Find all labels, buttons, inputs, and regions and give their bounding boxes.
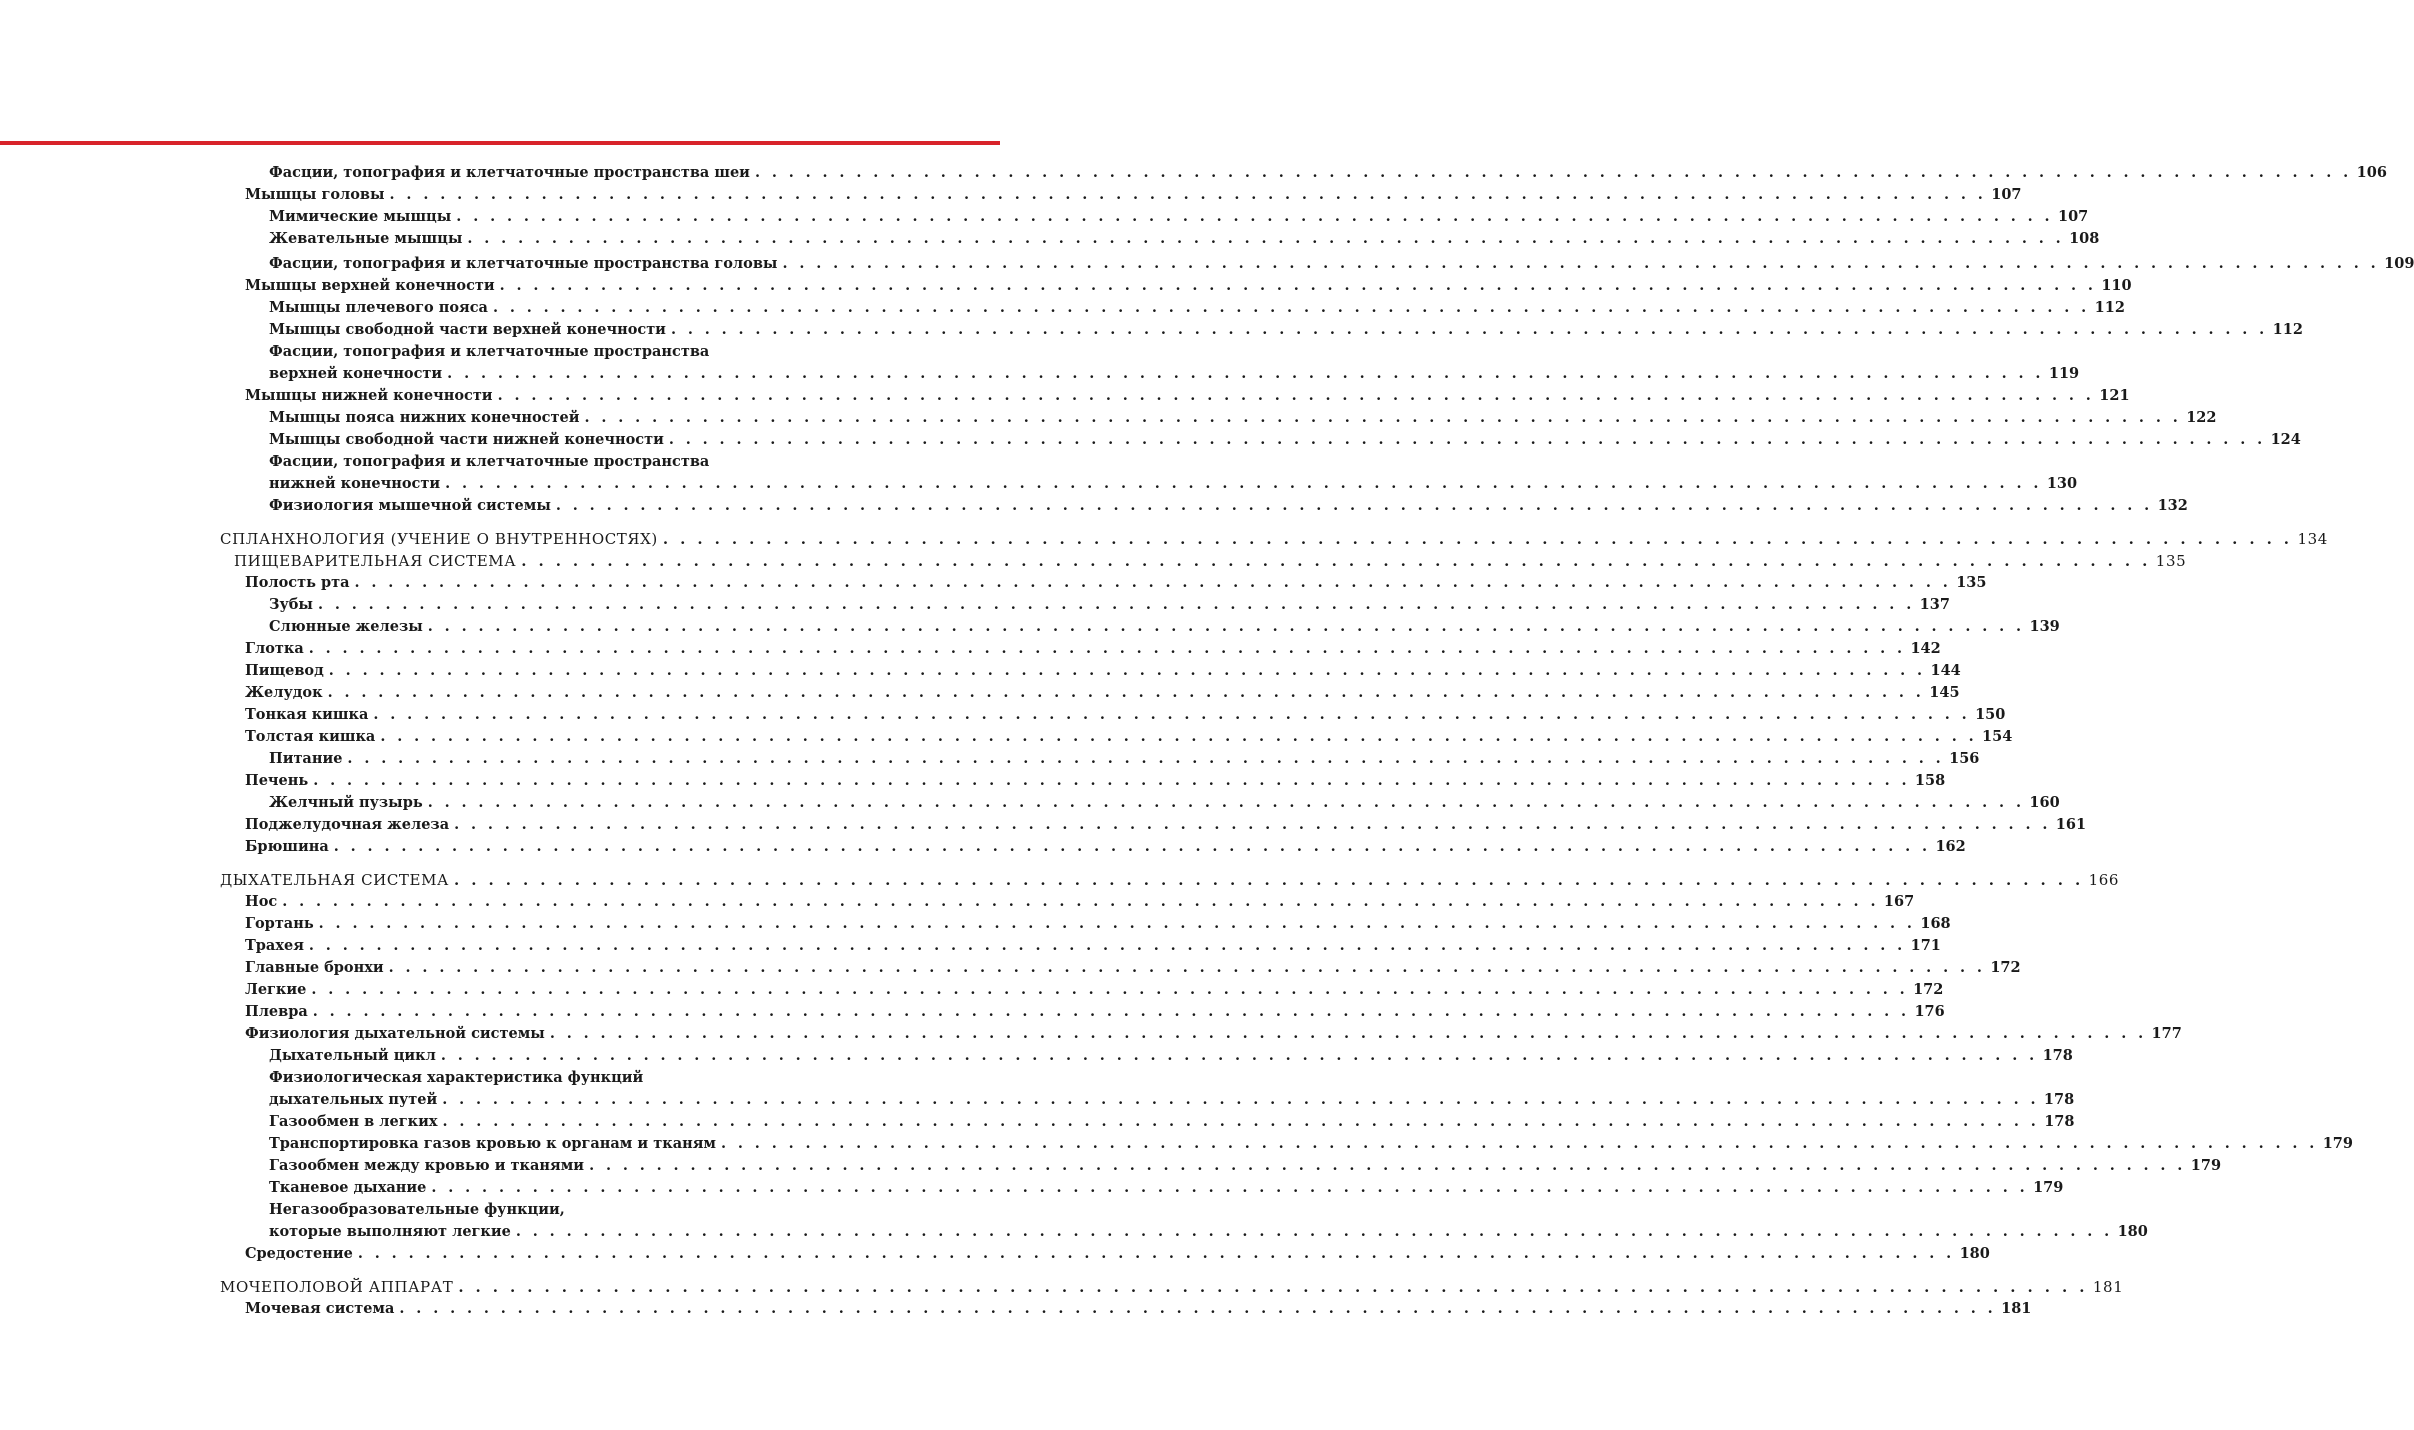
leader-dots: . . . . . . . . . . . . . . . . . . . . . . . . . . . . . . . . . . . . . . . . . . . . . . . . . . . . . . . . . . . . . . . . . . . . . . . . . . . . . . . . . . . . . . . . . . . . . . .	[492, 299, 2090, 316]
leader-dots: . . . . . . . . . . . . . . . . . . . . . . . . . . . . . . . . . . . . . . . . . . . . . . . . . . . . . . . . . . . . . . . . . . . . . . . . . . . . . . . . . . . . . . . . . . . . . . .	[389, 186, 1987, 203]
toc-entry[interactable]: Транспортировка газов кровью к органам и тканям . . . . . . . . . . . . . . . . . . . . . . . . . . . . . . . . . . . . . . . . . . . . . . . . . . . . . . . . . . . . . . . . . . . . . . . . . . . . . . . . . . . . . . . . . . . . . . . 179	[220, 1133, 822, 1155]
page-number: 180	[1959, 1245, 1990, 1262]
leader-dots: . . . . . . . . . . . . . . . . . . . . . . . . . . . . . . . . . . . . . . . . . . . . . . . . . . . . . . . . . . . . . . . . . . . . . . . . . . . . . . . . . . . . . . . . . . . . . . .	[515, 1223, 2113, 1240]
toc-entry[interactable]: Мимические мышцы . . . . . . . . . . . . . . . . . . . . . . . . . . . . . . . . . . . . . . . . . . . . . . . . . . . . . . . . . . . . . . . . . . . . . . . . . . . . . . . . . . . . . . . . . . . . . . . 107	[220, 206, 822, 228]
leader-dots: . . . . . . . . . . . . . . . . . . . . . . . . . . . . . . . . . . . . . . . . . . . . . . . . . . . . . . . . . . . . . . . . . . . . . . . . . . . . . . . . . . . . . . . . . . . . . . .	[454, 871, 2084, 889]
leader-dots: . . . . . . . . . . . . . . . . . . . . . . . . . . . . . . . . . . . . . . . . . . . . . . . . . . . . . . . . . . . . . . . . . . . . . . . . . . . . . . . . . . . . . . . . . . . . . . .	[427, 618, 2025, 635]
page-number: 150	[1975, 706, 2006, 723]
leader-dots: . . . . . . . . . . . . . . . . . . . . . . . . . . . . . . . . . . . . . . . . . . . . . . . . . . . . . . . . . . . . . . . . . . . . . . . . . . . . . . . . . . . . . . . . . . . . . . .	[782, 255, 2380, 272]
page-number: 106	[2356, 164, 2387, 181]
toc-entry[interactable]: Брюшина . . . . . . . . . . . . . . . . . . . . . . . . . . . . . . . . . . . . . . . . . . . . . . . . . . . . . . . . . . . . . . . . . . . . . . . . . . . . . . . . . . . . . . . . . . . . . . . 162	[220, 836, 822, 858]
table-of-contents	[220, 162, 2414, 1320]
toc-entry[interactable]: Желудок . . . . . . . . . . . . . . . . . . . . . . . . . . . . . . . . . . . . . . . . . . . . . . . . . . . . . . . . . . . . . . . . . . . . . . . . . . . . . . . . . . . . . . . . . . . . . . . 145	[220, 682, 822, 704]
toc-entry[interactable]: Мышцы головы . . . . . . . . . . . . . . . . . . . . . . . . . . . . . . . . . . . . . . . . . . . . . . . . . . . . . . . . . . . . . . . . . . . . . . . . . . . . . . . . . . . . . . . . . . . . . . . 107	[220, 184, 822, 206]
page-number: 172	[1913, 981, 1944, 998]
page-number: 179	[2190, 1157, 2222, 1174]
page-number: 135	[2155, 552, 2187, 570]
page-number: 121	[2099, 387, 2130, 404]
page-number: 180	[2117, 1223, 2148, 1240]
leader-dots: . . . . . . . . . . . . . . . . . . . . . . . . . . . . . . . . . . . . . . . . . . . . . . . . . . . . . . . . . . . . . . . . . . . . . . . . . . . . . . . . . . . . . . . . . . . . . . .	[431, 1179, 2029, 1196]
leader-dots: . . . . . . . . . . . . . . . . . . . . . . . . . . . . . . . . . . . . . . . . . . . . . . . . . . . . . . . . . . . . . . . . . . . . . . . . . . . . . . . . . . . . . . . . . . . . . . .	[440, 1047, 2038, 1064]
leader-dots: . . . . . . . . . . . . . . . . . . . . . . . . . . . . . . . . . . . . . . . . . . . . . . . . . . . . . . . . . . . . . . . . . . . . . . . . . . . . . . . . . . . . . . . . . . . . . . .	[447, 365, 2044, 382]
leader-dots: . . . . . . . . . . . . . . . . . . . . . . . . . . . . . . . . . . . . . . . . . . . . . . . . . . . . . . . . . . . . . . . . . . . . . . . . . . . . . . . . . . . . . . . . . . . . . . .	[373, 706, 1971, 723]
toc-entry[interactable]: Газообмен между кровью и тканями . . . . . . . . . . . . . . . . . . . . . . . . . . . . . . . . . . . . . . . . . . . . . . . . . . . . . . . . . . . . . . . . . . . . . . . . . . . . . . . . . . . . . . . . . . . . . . . 179	[220, 1155, 822, 1177]
leader-dots: . . . . . . . . . . . . . . . . . . . . . . . . . . . . . . . . . . . . . . . . . . . . . . . . . . . . . . . . . . . . . . . . . . . . . . . . . . . . . . . . . . . . . . . . . . . . . . .	[354, 574, 1952, 591]
toc-entry[interactable]: Жевательные мышцы . . . . . . . . . . . . . . . . . . . . . . . . . . . . . . . . . . . . . . . . . . . . . . . . . . . . . . . . . . . . . . . . . . . . . . . . . . . . . . . . . . . . . . . . . . . . . . . 108	[220, 228, 822, 250]
page-number: 137	[1919, 596, 1950, 613]
leader-dots: . . . . . . . . . . . . . . . . . . . . . . . . . . . . . . . . . . . . . . . . . . . . . . . . . . . . . . . . . . . . . . . . . . . . . . . . . . . . . . . . . . . . . . . . . . . . . . .	[427, 794, 2025, 811]
toc-entry[interactable]: которые выполняют легкие . . . . . . . . . . . . . . . . . . . . . . . . . . . . . . . . . . . . . . . . . . . . . . . . . . . . . . . . . . . . . . . . . . . . . . . . . . . . . . . . . . . . . . . . . . . . . . . 180	[220, 1221, 822, 1243]
toc-entry[interactable]: Слюнные железы . . . . . . . . . . . . . . . . . . . . . . . . . . . . . . . . . . . . . . . . . . . . . . . . . . . . . . . . . . . . . . . . . . . . . . . . . . . . . . . . . . . . . . . . . . . . . . . 139	[220, 616, 822, 638]
page-number: 130	[2046, 475, 2078, 492]
toc-entry-first-line[interactable]: Фасции, топография и клетчаточные пространства	[269, 343, 710, 360]
toc-entry[interactable]: Поджелудочная железа . . . . . . . . . . . . . . . . . . . . . . . . . . . . . . . . . . . . . . . . . . . . . . . . . . . . . . . . . . . . . . . . . . . . . . . . . . . . . . . . . . . . . . . . . . . . . . . 161	[220, 814, 822, 836]
leader-dots: . . . . . . . . . . . . . . . . . . . . . . . . . . . . . . . . . . . . . . . . . . . . . . . . . . . . . . . . . . . . . . . . . . . . . . . . . . . . . . . . . . . . . . . . . . . . . . .	[499, 277, 2097, 294]
page-number: 139	[2029, 618, 2060, 635]
toc-entry[interactable]: дыхательных путей . . . . . . . . . . . . . . . . . . . . . . . . . . . . . . . . . . . . . . . . . . . . . . . . . . . . . . . . . . . . . . . . . . . . . . . . . . . . . . . . . . . . . . . . . . . . . . . 178	[220, 1089, 822, 1111]
page-number: 172	[1990, 959, 2021, 976]
leader-dots: . . . . . . . . . . . . . . . . . . . . . . . . . . . . . . . . . . . . . . . . . . . . . . . . . . . . . . . . . . . . . . . . . . . . . . . . . . . . . . . . . . . . . . . . . . . . . . .	[308, 640, 1906, 657]
toc-entry[interactable]: Физиология дыхательной системы . . . . . . . . . . . . . . . . . . . . . . . . . . . . . . . . . . . . . . . . . . . . . . . . . . . . . . . . . . . . . . . . . . . . . . . . . . . . . . . . . . . . . . . . . . . . . . . 177	[220, 1023, 822, 1045]
page-number: 122	[2186, 409, 2217, 426]
leader-dots: . . . . . . . . . . . . . . . . . . . . . . . . . . . . . . . . . . . . . . . . . . . . . . . . . . . . . . . . . . . . . . . . . . . . . . . . . . . . . . . . . . . . . . . . . . . . . . .	[347, 750, 1945, 767]
toc-entry[interactable]: Мышцы верхней конечности . . . . . . . . . . . . . . . . . . . . . . . . . . . . . . . . . . . . . . . . . . . . . . . . . . . . . . . . . . . . . . . . . . . . . . . . . . . . . . . . . . . . . . . . . . . . . . . 110	[220, 275, 822, 297]
toc-entry[interactable]: верхней конечности . . . . . . . . . . . . . . . . . . . . . . . . . . . . . . . . . . . . . . . . . . . . . . . . . . . . . . . . . . . . . . . . . . . . . . . . . . . . . . . . . . . . . . . . . . . . . . . 119	[220, 363, 822, 385]
toc-entry[interactable]: Глотка . . . . . . . . . . . . . . . . . . . . . . . . . . . . . . . . . . . . . . . . . . . . . . . . . . . . . . . . . . . . . . . . . . . . . . . . . . . . . . . . . . . . . . . . . . . . . . . 142	[220, 638, 822, 660]
leader-dots: . . . . . . . . . . . . . . . . . . . . . . . . . . . . . . . . . . . . . . . . . . . . . . . . . . . . . . . . . . . . . . . . . . . . . . . . . . . . . . . . . . . . . . . . . . . . . . .	[555, 497, 2153, 514]
leader-dots: . . . . . . . . . . . . . . . . . . . . . . . . . . . . . . . . . . . . . . . . . . . . . . . . . . . . . . . . . . . . . . . . . . . . . . . . . . . . . . . . . . . . . . . . . . . . . . .	[357, 1245, 1955, 1262]
toc-entry[interactable]: Толстая кишка . . . . . . . . . . . . . . . . . . . . . . . . . . . . . . . . . . . . . . . . . . . . . . . . . . . . . . . . . . . . . . . . . . . . . . . . . . . . . . . . . . . . . . . . . . . . . . . 154	[220, 726, 822, 748]
page-number: 166	[2088, 871, 2120, 889]
toc-entry[interactable]: Нос . . . . . . . . . . . . . . . . . . . . . . . . . . . . . . . . . . . . . . . . . . . . . . . . . . . . . . . . . . . . . . . . . . . . . . . . . . . . . . . . . . . . . . . . . . . . . . . 167	[220, 891, 822, 913]
leader-dots: . . . . . . . . . . . . . . . . . . . . . . . . . . . . . . . . . . . . . . . . . . . . . . . . . . . . . . . . . . . . . . . . . . . . . . . . . . . . . . . . . . . . . . . . . . . . . . .	[589, 1157, 2186, 1174]
toc-entry[interactable]: Печень . . . . . . . . . . . . . . . . . . . . . . . . . . . . . . . . . . . . . . . . . . . . . . . . . . . . . . . . . . . . . . . . . . . . . . . . . . . . . . . . . . . . . . . . . . . . . . . 158	[220, 770, 822, 792]
page-number: 179	[2033, 1179, 2064, 1196]
toc-entry[interactable]: Зубы . . . . . . . . . . . . . . . . . . . . . . . . . . . . . . . . . . . . . . . . . . . . . . . . . . . . . . . . . . . . . . . . . . . . . . . . . . . . . . . . . . . . . . . . . . . . . . . 137	[220, 594, 822, 616]
toc-entry[interactable]: Питание . . . . . . . . . . . . . . . . . . . . . . . . . . . . . . . . . . . . . . . . . . . . . . . . . . . . . . . . . . . . . . . . . . . . . . . . . . . . . . . . . . . . . . . . . . . . . . . 156	[220, 748, 822, 770]
page-number: 168	[1920, 915, 1951, 932]
leader-dots: . . . . . . . . . . . . . . . . . . . . . . . . . . . . . . . . . . . . . . . . . . . . . . . . . . . . . . . . . . . . . . . . . . . . . . . . . . . . . . . . . . . . . . . . . . . . . . .	[662, 530, 2293, 548]
page-number: 158	[1914, 772, 1946, 789]
toc-section-heading[interactable]: ДЫХАТЕЛЬНАЯ СИСТЕМА . . . . . . . . . . . . . . . . . . . . . . . . . . . . . . . . . . . . . . . . . . . . . . . . . . . . . . . . . . . . . . . . . . . . . . . . . . . . . . . . . . . . . . . . . . . . . . . 166	[220, 871, 2120, 889]
leader-dots: . . . . . . . . . . . . . . . . . . . . . . . . . . . . . . . . . . . . . . . . . . . . . . . . . . . . . . . . . . . . . . . . . . . . . . . . . . . . . . . . . . . . . . . . . . . . . . .	[442, 1113, 2040, 1130]
toc-entry[interactable]: Полость рта . . . . . . . . . . . . . . . . . . . . . . . . . . . . . . . . . . . . . . . . . . . . . . . . . . . . . . . . . . . . . . . . . . . . . . . . . . . . . . . . . . . . . . . . . . . . . . . 135	[220, 572, 822, 594]
toc-entry-first-line[interactable]: Фасции, топография и клетчаточные пространства	[269, 453, 710, 470]
leader-dots: . . . . . . . . . . . . . . . . . . . . . . . . . . . . . . . . . . . . . . . . . . . . . . . . . . . . . . . . . . . . . . . . . . . . . . . . . . . . . . . . . . . . . . . . . . . . . . .	[317, 596, 1915, 613]
page-number: 142	[1910, 640, 1941, 657]
leader-dots: . . . . . . . . . . . . . . . . . . . . . . . . . . . . . . . . . . . . . . . . . . . . . . . . . . . . . . . . . . . . . . . . . . . . . . . . . . . . . . . . . . . . . . . . . . . . . . .	[584, 409, 2182, 426]
page-number: 178	[2042, 1047, 2073, 1064]
toc-entry[interactable]: Тонкая кишка . . . . . . . . . . . . . . . . . . . . . . . . . . . . . . . . . . . . . . . . . . . . . . . . . . . . . . . . . . . . . . . . . . . . . . . . . . . . . . . . . . . . . . . . . . . . . . . 150	[220, 704, 822, 726]
page-number: 160	[2029, 794, 2060, 811]
page-number: 179	[2322, 1135, 2353, 1152]
toc-entry-first-line[interactable]: Физиологическая характеристика функций	[269, 1069, 644, 1086]
toc-entry[interactable]: Пищевод . . . . . . . . . . . . . . . . . . . . . . . . . . . . . . . . . . . . . . . . . . . . . . . . . . . . . . . . . . . . . . . . . . . . . . . . . . . . . . . . . . . . . . . . . . . . . . . 144	[220, 660, 822, 682]
toc-section-heading[interactable]: МОЧЕПОЛОВОЙ АППАРАТ . . . . . . . . . . . . . . . . . . . . . . . . . . . . . . . . . . . . . . . . . . . . . . . . . . . . . . . . . . . . . . . . . . . . . . . . . . . . . . . . . . . . . . . . . . . . . . . 181	[220, 1278, 2124, 1296]
leader-dots: . . . . . . . . . . . . . . . . . . . . . . . . . . . . . . . . . . . . . . . . . . . . . . . . . . . . . . . . . . . . . . . . . . . . . . . . . . . . . . . . . . . . . . . . . . . . . . .	[445, 475, 2042, 492]
page-number: 108	[2069, 230, 2100, 247]
toc-entry[interactable]: Физиология мышечной системы . . . . . . . . . . . . . . . . . . . . . . . . . . . . . . . . . . . . . . . . . . . . . . . . . . . . . . . . . . . . . . . . . . . . . . . . . . . . . . . . . . . . . . . . . . . . . . . 132	[220, 495, 822, 517]
toc-entry[interactable]: Мышцы плечевого пояса . . . . . . . . . . . . . . . . . . . . . . . . . . . . . . . . . . . . . . . . . . . . . . . . . . . . . . . . . . . . . . . . . . . . . . . . . . . . . . . . . . . . . . . . . . . . . . . 112	[220, 297, 822, 319]
toc-entry[interactable]: Желчный пузырь . . . . . . . . . . . . . . . . . . . . . . . . . . . . . . . . . . . . . . . . . . . . . . . . . . . . . . . . . . . . . . . . . . . . . . . . . . . . . . . . . . . . . . . . . . . . . . . 160	[220, 792, 822, 814]
leader-dots: . . . . . . . . . . . . . . . . . . . . . . . . . . . . . . . . . . . . . . . . . . . . . . . . . . . . . . . . . . . . . . . . . . . . . . . . . . . . . . . . . . . . . . . . . . . . . . .	[333, 838, 1931, 855]
toc-section-heading[interactable]: СПЛАНХНОЛОГИЯ (УЧЕНИЕ О ВНУТРЕННОСТЯХ) . . . . . . . . . . . . . . . . . . . . . . . . . . . . . . . . . . . . . . . . . . . . . . . . . . . . . . . . . . . . . . . . . . . . . . . . . . . . . . . . . . . . . . . . . . . . . . . 134	[220, 530, 2328, 548]
toc-entry[interactable]: Мышцы нижней конечности . . . . . . . . . . . . . . . . . . . . . . . . . . . . . . . . . . . . . . . . . . . . . . . . . . . . . . . . . . . . . . . . . . . . . . . . . . . . . . . . . . . . . . . . . . . . . . . 121	[220, 385, 822, 407]
page-number: 110	[2101, 277, 2132, 294]
toc-entry[interactable]: Трахея . . . . . . . . . . . . . . . . . . . . . . . . . . . . . . . . . . . . . . . . . . . . . . . . . . . . . . . . . . . . . . . . . . . . . . . . . . . . . . . . . . . . . . . . . . . . . . . 171	[220, 935, 822, 957]
leader-dots: . . . . . . . . . . . . . . . . . . . . . . . . . . . . . . . . . . . . . . . . . . . . . . . . . . . . . . . . . . . . . . . . . . . . . . . . . . . . . . . . . . . . . . . . . . . . . . .	[311, 981, 1909, 998]
leader-dots: . . . . . . . . . . . . . . . . . . . . . . . . . . . . . . . . . . . . . . . . . . . . . . . . . . . . . . . . . . . . . . . . . . . . . . . . . . . . . . . . . . . . . . . . . . . . . . .	[721, 1135, 2318, 1152]
toc-entry[interactable]: нижней конечности . . . . . . . . . . . . . . . . . . . . . . . . . . . . . . . . . . . . . . . . . . . . . . . . . . . . . . . . . . . . . . . . . . . . . . . . . . . . . . . . . . . . . . . . . . . . . . . 130	[220, 473, 822, 495]
toc-entry[interactable]: Главные бронхи . . . . . . . . . . . . . . . . . . . . . . . . . . . . . . . . . . . . . . . . . . . . . . . . . . . . . . . . . . . . . . . . . . . . . . . . . . . . . . . . . . . . . . . . . . . . . . . 172	[220, 957, 822, 979]
leader-dots: . . . . . . . . . . . . . . . . . . . . . . . . . . . . . . . . . . . . . . . . . . . . . . . . . . . . . . . . . . . . . . . . . . . . . . . . . . . . . . . . . . . . . . . . . . . . . . .	[327, 684, 1925, 701]
page-number: 162	[1935, 838, 1966, 855]
toc-entry-first-line[interactable]: Негазообразовательные функции,	[269, 1201, 565, 1218]
page-number: 132	[2157, 497, 2188, 514]
leader-dots: . . . . . . . . . . . . . . . . . . . . . . . . . . . . . . . . . . . . . . . . . . . . . . . . . . . . . . . . . . . . . . . . . . . . . . . . . . . . . . . . . . . . . . . . . . . . . . .	[318, 915, 1916, 932]
page-number: 178	[2044, 1113, 2075, 1130]
leader-dots: . . . . . . . . . . . . . . . . . . . . . . . . . . . . . . . . . . . . . . . . . . . . . . . . . . . . . . . . . . . . . . . . . . . . . . . . . . . . . . . . . . . . . . . . . . . . . . .	[754, 164, 2352, 181]
toc-entry[interactable]: Фасции, топография и клетчаточные пространства шеи . . . . . . . . . . . . . . . . . . . . . . . . . . . . . . . . . . . . . . . . . . . . . . . . . . . . . . . . . . . . . . . . . . . . . . . . . . . . . . . . . . . . . . . . . . . . . . . 106	[220, 162, 822, 184]
page-number: 124	[2270, 431, 2301, 448]
page-number: 177	[2151, 1025, 2182, 1042]
toc-entry[interactable]: Дыхательный цикл . . . . . . . . . . . . . . . . . . . . . . . . . . . . . . . . . . . . . . . . . . . . . . . . . . . . . . . . . . . . . . . . . . . . . . . . . . . . . . . . . . . . . . . . . . . . . . . 178	[220, 1045, 822, 1067]
toc-entry[interactable]: Тканевое дыхание . . . . . . . . . . . . . . . . . . . . . . . . . . . . . . . . . . . . . . . . . . . . . . . . . . . . . . . . . . . . . . . . . . . . . . . . . . . . . . . . . . . . . . . . . . . . . . . 179	[220, 1177, 822, 1199]
toc-subsection-heading[interactable]: ПИЩЕВАРИТЕЛЬНАЯ СИСТЕМА . . . . . . . . . . . . . . . . . . . . . . . . . . . . . . . . . . . . . . . . . . . . . . . . . . . . . . . . . . . . . . . . . . . . . . . . . . . . . . . . . . . . . . . . . . . . . . . 135	[234, 552, 2187, 570]
page-number: 107	[2058, 208, 2089, 225]
toc-entry[interactable]: Средостение . . . . . . . . . . . . . . . . . . . . . . . . . . . . . . . . . . . . . . . . . . . . . . . . . . . . . . . . . . . . . . . . . . . . . . . . . . . . . . . . . . . . . . . . . . . . . . . 180	[220, 1243, 822, 1265]
page-number: 181	[2001, 1300, 2032, 1317]
leader-dots: . . . . . . . . . . . . . . . . . . . . . . . . . . . . . . . . . . . . . . . . . . . . . . . . . . . . . . . . . . . . . . . . . . . . . . . . . . . . . . . . . . . . . . . . . . . . . . .	[670, 321, 2268, 338]
leader-dots: . . . . . . . . . . . . . . . . . . . . . . . . . . . . . . . . . . . . . . . . . . . . . . . . . . . . . . . . . . . . . . . . . . . . . . . . . . . . . . . . . . . . . . . . . . . . . . .	[399, 1300, 1997, 1317]
toc-entry[interactable]: Мышцы свободной части нижней конечности . . . . . . . . . . . . . . . . . . . . . . . . . . . . . . . . . . . . . . . . . . . . . . . . . . . . . . . . . . . . . . . . . . . . . . . . . . . . . . . . . . . . . . . . . . . . . . . 124	[220, 429, 822, 451]
toc-entry[interactable]: Мочевая система . . . . . . . . . . . . . . . . . . . . . . . . . . . . . . . . . . . . . . . . . . . . . . . . . . . . . . . . . . . . . . . . . . . . . . . . . . . . . . . . . . . . . . . . . . . . . . . 181	[220, 1298, 822, 1320]
leader-dots: . . . . . . . . . . . . . . . . . . . . . . . . . . . . . . . . . . . . . . . . . . . . . . . . . . . . . . . . . . . . . . . . . . . . . . . . . . . . . . . . . . . . . . . . . . . . . . .	[467, 230, 2065, 247]
page-number: 109	[2384, 255, 2414, 272]
toc-entry[interactable]: Фасции, топография и клетчаточные пространства головы . . . . . . . . . . . . . . . . . . . . . . . . . . . . . . . . . . . . . . . . . . . . . . . . . . . . . . . . . . . . . . . . . . . . . . . . . . . . . . . . . . . . . . . . . . . . . . . 109	[220, 253, 822, 275]
leader-dots: . . . . . . . . . . . . . . . . . . . . . . . . . . . . . . . . . . . . . . . . . . . . . . . . . . . . . . . . . . . . . . . . . . . . . . . . . . . . . . . . . . . . . . . . . . . . . . .	[380, 728, 1978, 745]
page-number: 135	[1956, 574, 1987, 591]
leader-dots: . . . . . . . . . . . . . . . . . . . . . . . . . . . . . . . . . . . . . . . . . . . . . . . . . . . . . . . . . . . . . . . . . . . . . . . . . . . . . . . . . . . . . . . . . . . . . . .	[456, 208, 2053, 225]
leader-dots: . . . . . . . . . . . . . . . . . . . . . . . . . . . . . . . . . . . . . . . . . . . . . . . . . . . . . . . . . . . . . . . . . . . . . . . . . . . . . . . . . . . . . . . . . . . . . . .	[454, 816, 2051, 833]
page-number: 181	[2092, 1278, 2124, 1296]
page-number: 178	[2043, 1091, 2075, 1108]
page-number: 119	[2048, 365, 2080, 382]
leader-dots: . . . . . . . . . . . . . . . . . . . . . . . . . . . . . . . . . . . . . . . . . . . . . . . . . . . . . . . . . . . . . . . . . . . . . . . . . . . . . . . . . . . . . . . . . . . . . . .	[497, 387, 2095, 404]
page-number: 161	[2055, 816, 2087, 833]
page-number: 107	[1991, 186, 2022, 203]
leader-dots: . . . . . . . . . . . . . . . . . . . . . . . . . . . . . . . . . . . . . . . . . . . . . . . . . . . . . . . . . . . . . . . . . . . . . . . . . . . . . . . . . . . . . . . . . . . . . . .	[549, 1025, 2147, 1042]
leader-dots: . . . . . . . . . . . . . . . . . . . . . . . . . . . . . . . . . . . . . . . . . . . . . . . . . . . . . . . . . . . . . . . . . . . . . . . . . . . . . . . . . . . . . . . . . . . . . . .	[282, 893, 1879, 910]
page-number: 167	[1883, 893, 1915, 910]
toc-entry[interactable]: Гортань . . . . . . . . . . . . . . . . . . . . . . . . . . . . . . . . . . . . . . . . . . . . . . . . . . . . . . . . . . . . . . . . . . . . . . . . . . . . . . . . . . . . . . . . . . . . . . . 168	[220, 913, 822, 935]
page-number: 112	[2272, 321, 2303, 338]
leader-dots: . . . . . . . . . . . . . . . . . . . . . . . . . . . . . . . . . . . . . . . . . . . . . . . . . . . . . . . . . . . . . . . . . . . . . . . . . . . . . . . . . . . . . . . . . . . . . . .	[668, 431, 2266, 448]
leader-dots: . . . . . . . . . . . . . . . . . . . . . . . . . . . . . . . . . . . . . . . . . . . . . . . . . . . . . . . . . . . . . . . . . . . . . . . . . . . . . . . . . . . . . . . . . . . . . . .	[313, 772, 1910, 789]
leader-dots: . . . . . . . . . . . . . . . . . . . . . . . . . . . . . . . . . . . . . . . . . . . . . . . . . . . . . . . . . . . . . . . . . . . . . . . . . . . . . . . . . . . . . . . . . . . . . . .	[308, 937, 1906, 954]
page-number: 112	[2094, 299, 2125, 316]
leader-dots: . . . . . . . . . . . . . . . . . . . . . . . . . . . . . . . . . . . . . . . . . . . . . . . . . . . . . . . . . . . . . . . . . . . . . . . . . . . . . . . . . . . . . . . . . . . . . . .	[388, 959, 1986, 976]
toc-entry[interactable]: Плевра . . . . . . . . . . . . . . . . . . . . . . . . . . . . . . . . . . . . . . . . . . . . . . . . . . . . . . . . . . . . . . . . . . . . . . . . . . . . . . . . . . . . . . . . . . . . . . . 176	[220, 1001, 822, 1023]
page-number: 154	[1982, 728, 2013, 745]
leader-dots: . . . . . . . . . . . . . . . . . . . . . . . . . . . . . . . . . . . . . . . . . . . . . . . . . . . . . . . . . . . . . . . . . . . . . . . . . . . . . . . . . . . . . . . . . . . . . . .	[521, 552, 2151, 570]
leader-dots: . . . . . . . . . . . . . . . . . . . . . . . . . . . . . . . . . . . . . . . . . . . . . . . . . . . . . . . . . . . . . . . . . . . . . . . . . . . . . . . . . . . . . . . . . . . . . . .	[458, 1278, 2088, 1296]
leader-dots: . . . . . . . . . . . . . . . . . . . . . . . . . . . . . . . . . . . . . . . . . . . . . . . . . . . . . . . . . . . . . . . . . . . . . . . . . . . . . . . . . . . . . . . . . . . . . . .	[442, 1091, 2039, 1108]
toc-entry[interactable]: Газообмен в легких . . . . . . . . . . . . . . . . . . . . . . . . . . . . . . . . . . . . . . . . . . . . . . . . . . . . . . . . . . . . . . . . . . . . . . . . . . . . . . . . . . . . . . . . . . . . . . . 178	[220, 1111, 822, 1133]
toc-entry[interactable]: Легкие . . . . . . . . . . . . . . . . . . . . . . . . . . . . . . . . . . . . . . . . . . . . . . . . . . . . . . . . . . . . . . . . . . . . . . . . . . . . . . . . . . . . . . . . . . . . . . . 172	[220, 979, 822, 1001]
leader-dots: . . . . . . . . . . . . . . . . . . . . . . . . . . . . . . . . . . . . . . . . . . . . . . . . . . . . . . . . . . . . . . . . . . . . . . . . . . . . . . . . . . . . . . . . . . . . . . .	[328, 662, 1926, 679]
page-number: 171	[1910, 937, 1941, 954]
page-number: 156	[1949, 750, 1980, 767]
page-number: 145	[1929, 684, 1960, 701]
red-header-rule	[0, 141, 1000, 145]
page-number: 176	[1914, 1003, 1945, 1020]
page-number: 134	[2297, 530, 2328, 548]
leader-dots: . . . . . . . . . . . . . . . . . . . . . . . . . . . . . . . . . . . . . . . . . . . . . . . . . . . . . . . . . . . . . . . . . . . . . . . . . . . . . . . . . . . . . . . . . . . . . . .	[312, 1003, 1910, 1020]
toc-entry[interactable]: Мышцы свободной части верхней конечности . . . . . . . . . . . . . . . . . . . . . . . . . . . . . . . . . . . . . . . . . . . . . . . . . . . . . . . . . . . . . . . . . . . . . . . . . . . . . . . . . . . . . . . . . . . . . . . 112	[220, 319, 822, 341]
toc-entry[interactable]: Мышцы пояса нижних конечностей . . . . . . . . . . . . . . . . . . . . . . . . . . . . . . . . . . . . . . . . . . . . . . . . . . . . . . . . . . . . . . . . . . . . . . . . . . . . . . . . . . . . . . . . . . . . . . . 122	[220, 407, 822, 429]
page-number: 144	[1930, 662, 1961, 679]
